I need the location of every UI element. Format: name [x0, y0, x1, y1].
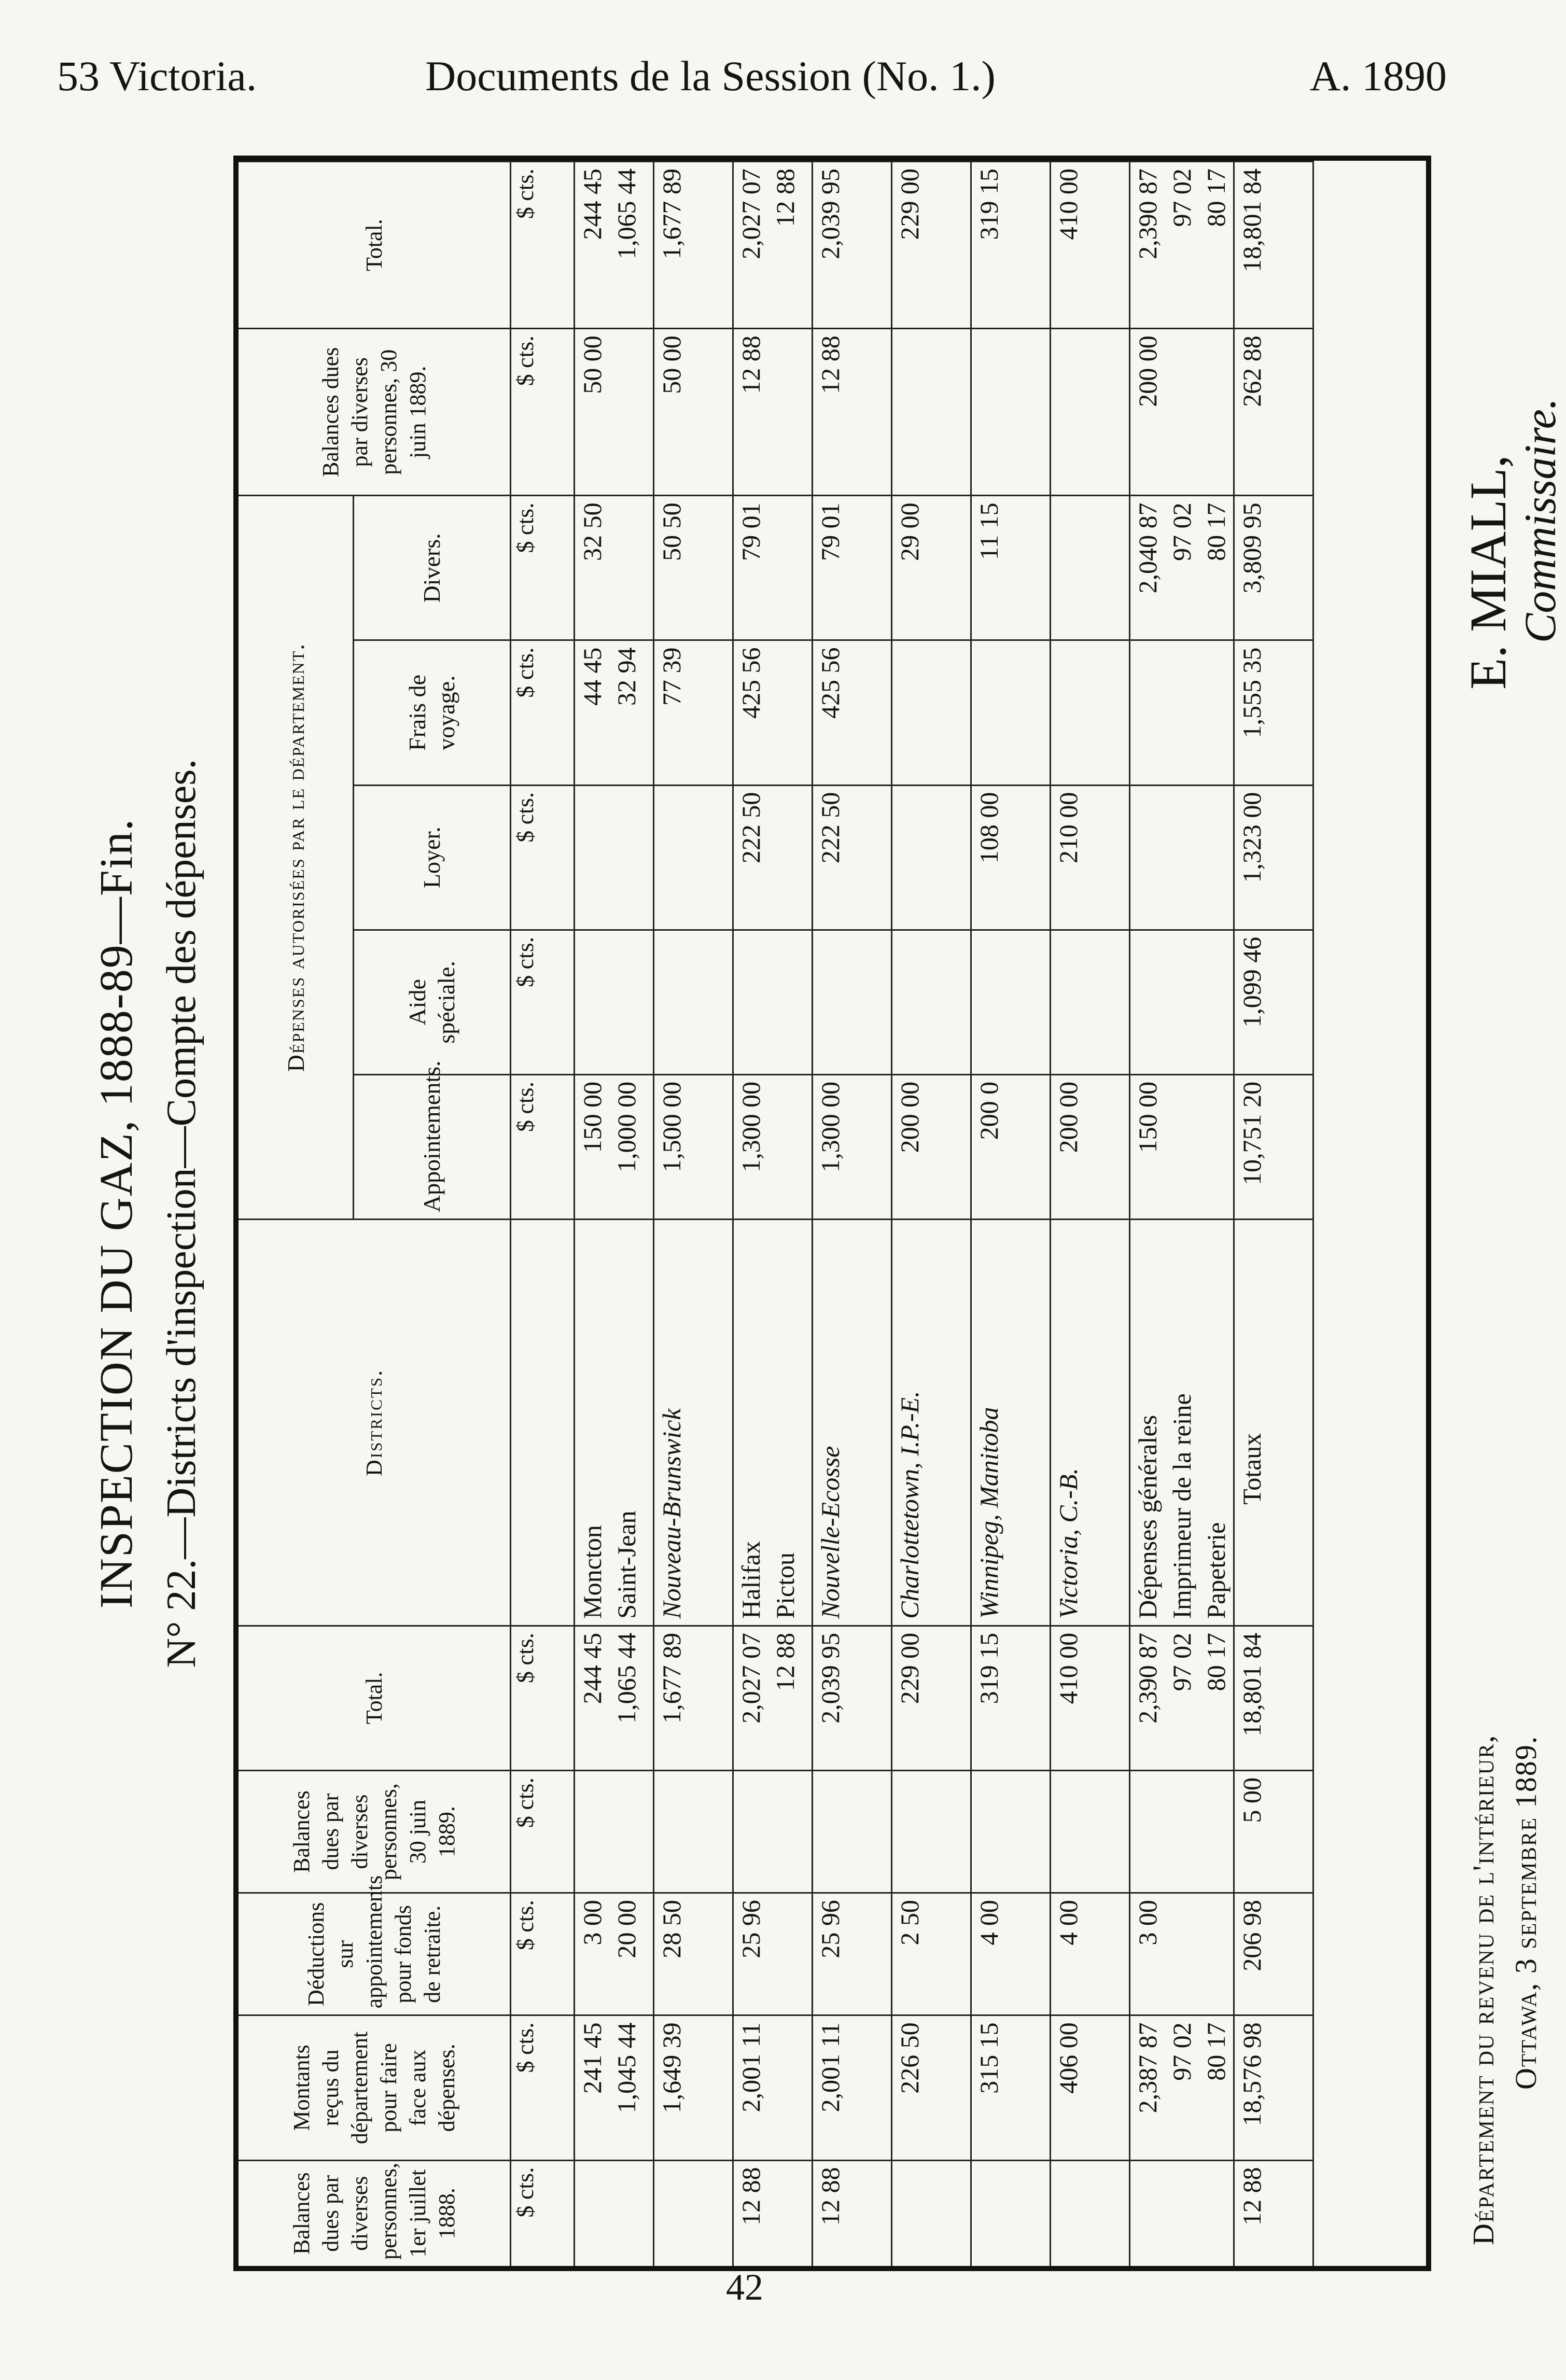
- district-name: Dépenses générales: [1133, 1415, 1162, 1619]
- unit-label: $ cts.: [511, 162, 575, 329]
- cell-aide: [971, 930, 1051, 1074]
- amount-value: 11 15: [974, 502, 1003, 560]
- cell-frais: [813, 640, 892, 785]
- cell-appointements: [971, 1074, 1051, 1219]
- cell-total-left: [971, 1626, 1051, 1770]
- amount-value: 1,065 44: [612, 1632, 641, 1724]
- cell-aide: [654, 930, 733, 1074]
- amount-value: 319 15: [974, 1632, 1003, 1704]
- amount-value: 50 50: [657, 502, 686, 561]
- amount-value: 2,390 87: [1133, 1632, 1162, 1724]
- col-head-bal-1889-left: Balances dues par diverses personnes, 30 juin 1889.: [239, 1770, 511, 1893]
- cell-bal-1888: [1234, 2160, 1313, 2266]
- col-head-appointements: Appointements.: [354, 1074, 511, 1219]
- cell-districts: [892, 1220, 971, 1626]
- cell-total-right: [813, 162, 892, 329]
- district-name: Winnipeg, Manitoba: [974, 1407, 1003, 1619]
- expense-table: [239, 161, 1314, 2266]
- amount-value: 1,300 00: [816, 1081, 845, 1172]
- footer-role: Commissaire.: [1515, 398, 1565, 643]
- unit-label: $ cts.: [511, 640, 575, 785]
- cell-bal-1889-right: [654, 329, 733, 496]
- cell-appointements: [654, 1074, 733, 1219]
- cell-frais: [892, 640, 971, 785]
- amount-value: 406 00: [1054, 2022, 1083, 2094]
- cell-bal-1889-left: [892, 1770, 971, 1893]
- cell-aide: [1130, 930, 1234, 1074]
- table-row: [892, 162, 971, 2266]
- cell-districts: [1130, 1220, 1234, 1626]
- cell-bal-1889-right: [971, 329, 1051, 496]
- amount-value: 12 88: [1237, 2167, 1266, 2226]
- table-row: [813, 162, 892, 2266]
- cell-bal-1888: [971, 2160, 1051, 2266]
- unit-label: $ cts.: [511, 496, 575, 640]
- cell-appointements: [892, 1074, 971, 1219]
- footer-signatory: E. MIALL,: [1459, 455, 1517, 690]
- cell-total-left: [813, 1626, 892, 1770]
- document-title: INSPECTION DU GAZ, 1888-89—Fin.: [91, 818, 142, 1609]
- amount-value: 18,576 98: [1237, 2022, 1266, 2126]
- col-head-aide: Aide spéciale.: [354, 930, 511, 1074]
- col-head-frais: Frais de voyage.: [354, 640, 511, 785]
- cell-appointements: [1234, 1074, 1313, 1219]
- amount-value: 28 50: [657, 1900, 686, 1958]
- cell-appointements: [733, 1074, 813, 1219]
- amount-value: 315 15: [974, 2022, 1003, 2094]
- footer-place-date: Ottawa, 3 septembre 1889.: [1509, 1735, 1543, 2090]
- cell-loyer: [1130, 785, 1234, 930]
- district-name: Totaux: [1237, 1433, 1266, 1505]
- cell-total-right: [1051, 162, 1130, 329]
- amount-value: 79 01: [816, 502, 845, 561]
- amount-value: 3,809 95: [1237, 502, 1266, 594]
- footer-department-block: [1462, 1734, 1547, 2245]
- cell-divers: [892, 496, 971, 640]
- cell-loyer: [892, 785, 971, 930]
- document-subtitle: N° 22.—Districts d'inspection—Compte des dépenses.: [159, 759, 204, 1668]
- cell-bal-1889-left: [575, 1770, 654, 1893]
- cell-bal-1889-right: [1130, 329, 1234, 496]
- amount-value: 1,677 89: [657, 1632, 686, 1724]
- amount-value: 425 56: [816, 647, 845, 719]
- cell-total-left: [654, 1626, 733, 1770]
- cell-frais: [1234, 640, 1313, 785]
- col-head-bal-1889-right: Balances dues par diverses personnes, 30 juin 1889.: [239, 329, 511, 496]
- district-name: Moncton: [578, 1525, 607, 1619]
- cell-aide: [1051, 930, 1130, 1074]
- amount-value: 200 0: [974, 1081, 1003, 1140]
- amount-value: 80 17: [1201, 1632, 1231, 1691]
- amount-value: 80 17: [1201, 2022, 1231, 2081]
- cell-loyer: [971, 785, 1051, 930]
- cell-appointements: [813, 1074, 892, 1219]
- cell-bal-1888: [654, 2160, 733, 2266]
- cell-bal-1889-left: [1130, 1770, 1234, 1893]
- cell-total-left: [1130, 1626, 1234, 1770]
- cell-deductions: [1051, 1893, 1130, 2015]
- cell-loyer: [575, 785, 654, 930]
- table-row: [733, 162, 813, 2266]
- cell-districts: [654, 1220, 733, 1626]
- header-right: A. 1890: [1309, 52, 1447, 100]
- amount-value: 244 45: [578, 169, 607, 240]
- cell-districts: [1234, 1220, 1313, 1626]
- amount-value: 12 88: [771, 169, 800, 227]
- cell-bal-1889-right: [733, 329, 813, 496]
- cell-divers: [1234, 496, 1313, 640]
- cell-bal-1888: [1130, 2160, 1234, 2266]
- cell-bal-1888: [733, 2160, 813, 2266]
- cell-montants: [892, 2015, 971, 2160]
- col-head-deductions: Déductions sur appointements pour fonds de retraite.: [239, 1893, 511, 2015]
- table-row: [654, 162, 733, 2266]
- amount-value: 18,801 84: [1237, 1632, 1266, 1737]
- amount-value: 2,390 87: [1133, 169, 1162, 259]
- amount-value: 4 00: [974, 1900, 1003, 1945]
- amount-value: 108 00: [974, 792, 1003, 864]
- cell-bal-1889-left: [1234, 1770, 1313, 1893]
- unit-label: $ cts.: [511, 1770, 575, 1893]
- cell-districts: [575, 1220, 654, 1626]
- district-name: Nouveau-Brunswick: [657, 1408, 686, 1619]
- cell-total-left: [1234, 1626, 1313, 1770]
- amount-value: 229 00: [895, 169, 924, 240]
- cell-deductions: [654, 1893, 733, 2015]
- amount-value: 410 00: [1054, 1632, 1083, 1704]
- cell-total-right: [654, 162, 733, 329]
- unit-label: $ cts.: [511, 2160, 575, 2266]
- col-head-depenses-group: Dépenses autorisées par le département.: [239, 496, 354, 1220]
- cell-deductions: [971, 1893, 1051, 2015]
- amount-value: 12 88: [816, 2167, 845, 2226]
- cell-total-right: [892, 162, 971, 329]
- amount-value: 2,001 11: [816, 2022, 845, 2112]
- col-head-loyer: Loyer.: [354, 785, 511, 930]
- district-name: Nouvelle-Ecosse: [816, 1446, 845, 1619]
- cell-deductions: [575, 1893, 654, 2015]
- amount-value: 44 45: [578, 647, 607, 706]
- cell-frais: [971, 640, 1051, 785]
- amount-value: 97 02: [1167, 1632, 1196, 1691]
- amount-value: 2 50: [895, 1900, 924, 1945]
- amount-value: 5 00: [1237, 1777, 1266, 1823]
- cell-divers: [813, 496, 892, 640]
- district-name: Saint-Jean: [612, 1510, 641, 1619]
- cell-bal-1889-right: [813, 329, 892, 496]
- amount-value: 79 01: [736, 502, 765, 561]
- amount-value: 200 00: [895, 1081, 924, 1153]
- amount-value: 2,001 11: [736, 2022, 765, 2112]
- amount-value: 410 00: [1054, 169, 1083, 240]
- amount-value: 18,801 84: [1237, 169, 1266, 272]
- cell-districts: [813, 1220, 892, 1626]
- cell-deductions: [813, 1893, 892, 2015]
- amount-value: 200 00: [1054, 1081, 1083, 1153]
- table-frame: [233, 156, 1565, 2271]
- cell-total-left: [733, 1626, 813, 1770]
- amount-value: 1,500 00: [657, 1081, 686, 1172]
- cell-aide: [892, 930, 971, 1074]
- amount-value: 12 88: [816, 335, 845, 394]
- amount-value: 50 00: [657, 335, 686, 394]
- amount-value: 97 02: [1167, 502, 1196, 561]
- cell-montants: [575, 2015, 654, 2160]
- amount-value: 97 02: [1167, 2022, 1196, 2081]
- unit-row: [511, 162, 575, 2266]
- cell-appointements: [1130, 1074, 1234, 1219]
- amount-value: 262 88: [1237, 335, 1266, 407]
- cell-total-right: [1130, 162, 1234, 329]
- col-head-total-left: Total.: [239, 1626, 511, 1770]
- cell-bal-1889-right: [1051, 329, 1130, 496]
- amount-value: 1,300 00: [736, 1081, 765, 1172]
- page-number: 42: [726, 2266, 763, 2308]
- amount-value: 2,040 87: [1133, 502, 1162, 594]
- table-row: [575, 162, 654, 2266]
- table-row: [1051, 162, 1130, 2266]
- amount-value: 2,039 95: [816, 1632, 845, 1724]
- unit-label: $ cts.: [511, 1626, 575, 1770]
- unit-label: $ cts.: [511, 1074, 575, 1219]
- cell-montants: [1234, 2015, 1313, 2160]
- cell-bal-1889-left: [813, 1770, 892, 1893]
- cell-deductions: [1234, 1893, 1313, 2015]
- cell-montants: [733, 2015, 813, 2160]
- cell-aide: [1234, 930, 1313, 1074]
- amount-value: 206 98: [1237, 1900, 1266, 1971]
- cell-divers: [971, 496, 1051, 640]
- cell-deductions: [1130, 1893, 1234, 2015]
- amount-value: 20 00: [612, 1900, 641, 1958]
- cell-total-left: [575, 1626, 654, 1770]
- amount-value: 80 17: [1201, 169, 1231, 227]
- cell-total-right: [575, 162, 654, 329]
- amount-value: 226 50: [895, 2022, 924, 2094]
- col-head-bal-1888: Balances dues par diverses personnes, 1er juillet 1888.: [239, 2160, 511, 2266]
- unit-label: $ cts.: [511, 930, 575, 1074]
- amount-value: 50 00: [578, 335, 607, 394]
- amount-value: 241 45: [578, 2022, 607, 2094]
- amount-value: 1,323 00: [1237, 792, 1266, 883]
- cell-divers: [1130, 496, 1234, 640]
- cell-divers: [733, 496, 813, 640]
- col-head-divers: Divers.: [354, 496, 511, 640]
- amount-value: 77 39: [657, 647, 686, 706]
- cell-aide: [813, 930, 892, 1074]
- cell-bal-1889-left: [1051, 1770, 1130, 1893]
- col-head-montants: Montants reçus du département pour faire face aux dépenses.: [239, 2015, 511, 2160]
- rotated-page-content: [83, 145, 1565, 2281]
- amount-value: 25 96: [816, 1900, 845, 1958]
- cell-deductions: [892, 1893, 971, 2015]
- cell-montants: [971, 2015, 1051, 2160]
- amount-value: 12 88: [736, 2167, 765, 2226]
- amount-value: 12 88: [736, 335, 765, 394]
- unit-label: $ cts.: [511, 329, 575, 496]
- cell-total-right: [733, 162, 813, 329]
- cell-appointements: [575, 1074, 654, 1219]
- amount-value: 80 17: [1201, 502, 1231, 561]
- unit-label: $ cts.: [511, 1893, 575, 2015]
- amount-value: 10,751 20: [1237, 1081, 1266, 1185]
- cell-bal-1889-right: [1234, 329, 1313, 496]
- district-name: Victoria, C.-B.: [1054, 1468, 1083, 1619]
- amount-value: 229 00: [895, 1632, 924, 1704]
- cell-montants: [813, 2015, 892, 2160]
- cell-frais: [575, 640, 654, 785]
- table-titles: [83, 145, 223, 2281]
- amount-value: 12 88: [771, 1632, 800, 1691]
- amount-value: 1,677 89: [657, 169, 686, 259]
- cell-total-left: [1051, 1626, 1130, 1770]
- col-head-districts: Districts.: [239, 1220, 511, 1626]
- amount-value: 150 00: [1133, 1081, 1162, 1153]
- header-row-1: [239, 162, 354, 2266]
- amount-value: 319 15: [974, 169, 1003, 240]
- cell-divers: [654, 496, 733, 640]
- amount-value: 2,027 07: [736, 169, 765, 259]
- cell-deductions: [733, 1893, 813, 2015]
- header-center: Documents de la Session (No. 1.): [425, 52, 996, 100]
- district-name: Halifax: [736, 1541, 765, 1619]
- amount-value: 222 50: [736, 792, 765, 864]
- amount-value: 425 56: [736, 647, 765, 719]
- cell-appointements: [1051, 1074, 1130, 1219]
- cell-divers: [1051, 496, 1130, 640]
- running-header: [47, 52, 1447, 119]
- table-row: [1130, 162, 1234, 2266]
- cell-bal-1889-right: [575, 329, 654, 496]
- cell-loyer: [813, 785, 892, 930]
- unit-spacer: [511, 1220, 575, 1626]
- amount-value: 1,555 35: [1237, 647, 1266, 738]
- amount-value: 1,000 00: [612, 1081, 641, 1172]
- district-name: Charlottetown, I.P.-E.: [895, 1391, 924, 1619]
- cell-bal-1888: [1051, 2160, 1130, 2266]
- cell-bal-1888: [575, 2160, 654, 2266]
- amount-value: 29 00: [895, 502, 924, 561]
- cell-frais: [733, 640, 813, 785]
- amount-value: 97 02: [1167, 169, 1196, 227]
- amount-value: 210 00: [1054, 792, 1083, 864]
- cell-frais: [654, 640, 733, 785]
- cell-aide: [733, 930, 813, 1074]
- cell-montants: [654, 2015, 733, 2160]
- header-left: 53 Victoria.: [57, 52, 257, 100]
- cell-bal-1888: [813, 2160, 892, 2266]
- cell-total-right: [1234, 162, 1313, 329]
- cell-divers: [575, 496, 654, 640]
- amount-value: 200 00: [1133, 335, 1162, 407]
- cell-total-right: [971, 162, 1051, 329]
- cell-total-left: [892, 1626, 971, 1770]
- cell-loyer: [1051, 785, 1130, 930]
- amount-value: 1,649 39: [657, 2022, 686, 2113]
- district-name: Papeterie: [1201, 1522, 1231, 1619]
- amount-value: 32 94: [612, 647, 641, 706]
- cell-bal-1889-left: [654, 1770, 733, 1893]
- unit-label: $ cts.: [511, 785, 575, 930]
- footer-department: Département du revenu de l'intérieur,: [1466, 1734, 1500, 2245]
- amount-value: 2,387 87: [1133, 2022, 1162, 2113]
- cell-loyer: [654, 785, 733, 930]
- cell-montants: [1051, 2015, 1130, 2160]
- cell-loyer: [733, 785, 813, 930]
- cell-aide: [575, 930, 654, 1074]
- cell-districts: [733, 1220, 813, 1626]
- footer-signature-block: [1459, 398, 1566, 690]
- cell-loyer: [1234, 785, 1313, 930]
- col-head-total-right: Total.: [239, 162, 511, 329]
- amount-value: 2,039 95: [816, 169, 845, 259]
- district-name: Pictou: [771, 1552, 800, 1619]
- table-body: [575, 162, 1313, 2266]
- unit-label: $ cts.: [511, 2015, 575, 2160]
- table-row: [1234, 162, 1313, 2266]
- amount-value: 25 96: [736, 1900, 765, 1958]
- amount-value: 3 00: [578, 1900, 607, 1945]
- table-row: [971, 162, 1051, 2266]
- cell-montants: [1130, 2015, 1234, 2160]
- amount-value: 222 50: [816, 792, 845, 864]
- cell-districts: [1051, 1220, 1130, 1626]
- amount-value: 1,065 44: [612, 169, 641, 259]
- cell-bal-1889-left: [971, 1770, 1051, 1893]
- amount-value: 1,099 46: [1237, 936, 1266, 1028]
- district-name: Imprimeur de la reine: [1167, 1393, 1196, 1619]
- amount-value: 4 00: [1054, 1900, 1083, 1945]
- amount-value: 244 45: [578, 1632, 607, 1704]
- cell-frais: [1130, 640, 1234, 785]
- amount-value: 3 00: [1133, 1900, 1162, 1945]
- amount-value: 2,027 07: [736, 1632, 765, 1724]
- cell-bal-1888: [892, 2160, 971, 2266]
- amount-value: 150 00: [578, 1081, 607, 1153]
- cell-bal-1889-right: [892, 329, 971, 496]
- cell-districts: [971, 1220, 1051, 1626]
- amount-value: 1,045 44: [612, 2022, 641, 2113]
- cell-frais: [1051, 640, 1130, 785]
- cell-bal-1889-left: [733, 1770, 813, 1893]
- amount-value: 32 50: [578, 502, 607, 561]
